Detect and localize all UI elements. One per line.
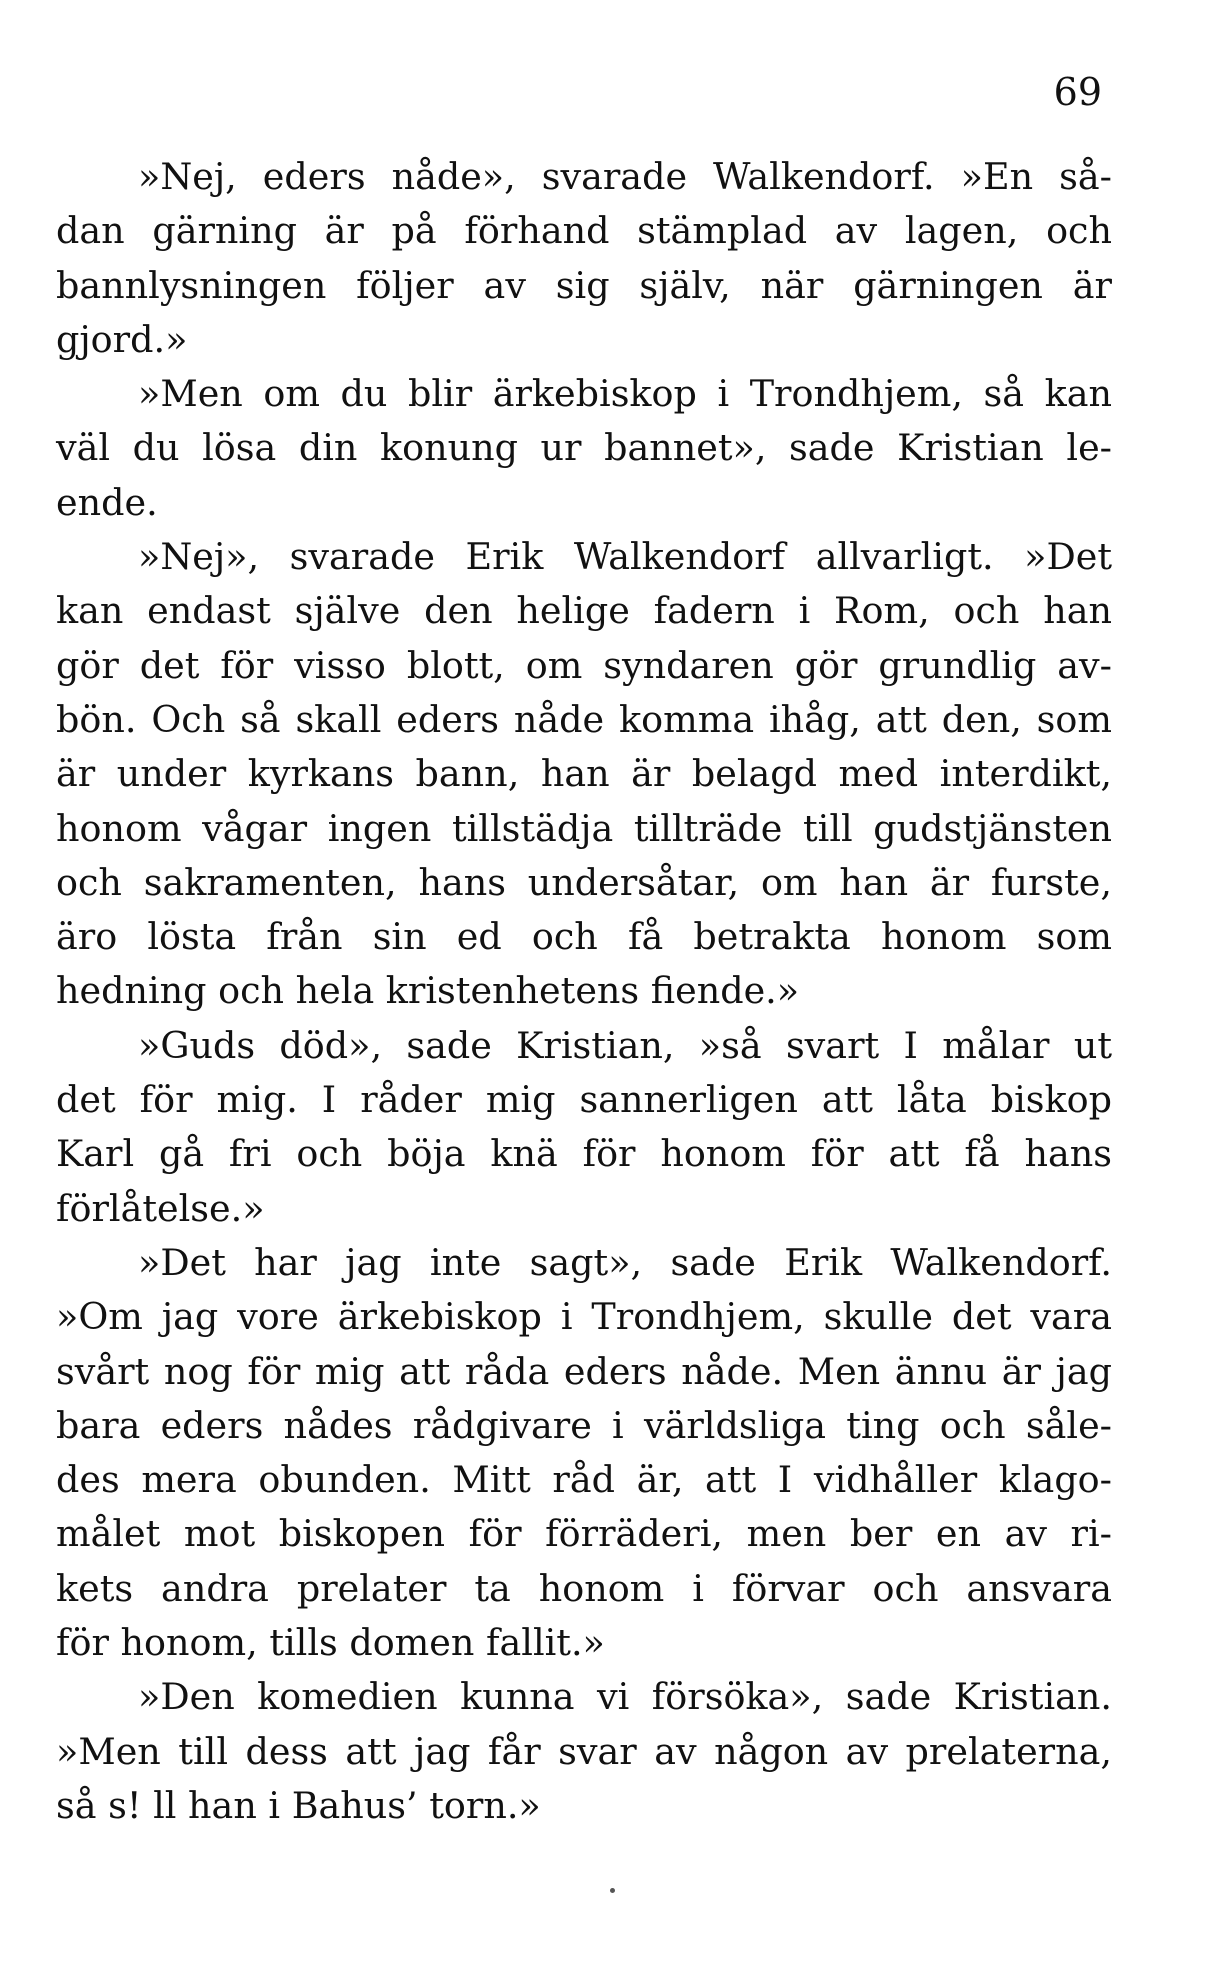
text-line: kets andra prelater ta honom i förvar och ansvara (56, 1566, 1112, 1610)
text-line: »Det har jag inte sagt», sade Erik Walkendorf. (138, 1240, 1112, 1284)
text-line: ende. (56, 480, 158, 524)
text-line: »Nej», svarade Erik Walkendorf allvarligt. »Det (138, 535, 1112, 579)
text-line: Karl gå fri och böja knä för honom för att få hans (56, 1132, 1112, 1176)
text-line: »Men till dess att jag får svar av någon av prelaterna, (56, 1729, 1112, 1773)
text-line: äro lösta från sin ed och få betrakta honom som (56, 915, 1112, 959)
text-line: svårt nog för mig att råda eders nåde. Men ännu är jag (56, 1349, 1112, 1393)
text-line: »Nej, eders nåde», svarade Walkendorf. »En så- (138, 155, 1112, 198)
text-line: är under kyrkans bann, han är belagd med interdikt, (56, 752, 1112, 796)
text-line: honom vågar ingen tillstädja tillträde till gudstjänsten (56, 806, 1112, 850)
text-line: gör det för visso blott, om syndaren gör grundlig av- (56, 643, 1112, 687)
text-line: för honom, tills domen fallit.» (56, 1621, 605, 1665)
print-speck (610, 1888, 615, 1893)
text-line: väl du lösa din konung ur bannet», sade Kristian le- (56, 426, 1112, 470)
body-text (56, 150, 1112, 1833)
text-line: »Guds död», sade Kristian, »så svart I målar ut (138, 1023, 1112, 1067)
text-line: hedning och hela kristenhetens fiende.» (56, 969, 800, 1013)
text-line: des mera obunden. Mitt råd är, att I vidhåller klago- (56, 1458, 1112, 1502)
text-line: bön. Och så skall eders nåde komma ihåg, att den, som (56, 697, 1112, 741)
page-number: 69 (1053, 70, 1102, 114)
text-line: bara eders nådes rådgivare i världsliga ting och såle- (56, 1403, 1112, 1447)
text-line: så s! ll han i Bahus’ torn.» (56, 1783, 541, 1827)
text-line: bannlysningen följer av sig själv, när gärningen är (56, 263, 1112, 307)
text-line: dan gärning är på förhand stämplad av lagen, och (56, 209, 1112, 253)
text-line: »Men om du blir ärkebiskop i Trondhjem, så kan (138, 372, 1112, 416)
text-line: det för mig. I råder mig sannerligen att låta biskop (56, 1078, 1112, 1122)
text-line: och sakramenten, hans undersåtar, om han är furste, (56, 860, 1112, 904)
text-line: kan endast själve den helige fadern i Rom, och han (56, 589, 1112, 633)
text-line: »Om jag vore ärkebiskop i Trondhjem, skulle det vara (56, 1295, 1112, 1339)
text-line: målet mot biskopen för förräderi, men ber en av ri- (56, 1512, 1112, 1556)
text-line: »Den komedien kunna vi försöka», sade Kristian. (138, 1675, 1112, 1719)
text-line: förlåtelse.» (56, 1186, 265, 1230)
text-line: gjord.» (56, 317, 188, 361)
